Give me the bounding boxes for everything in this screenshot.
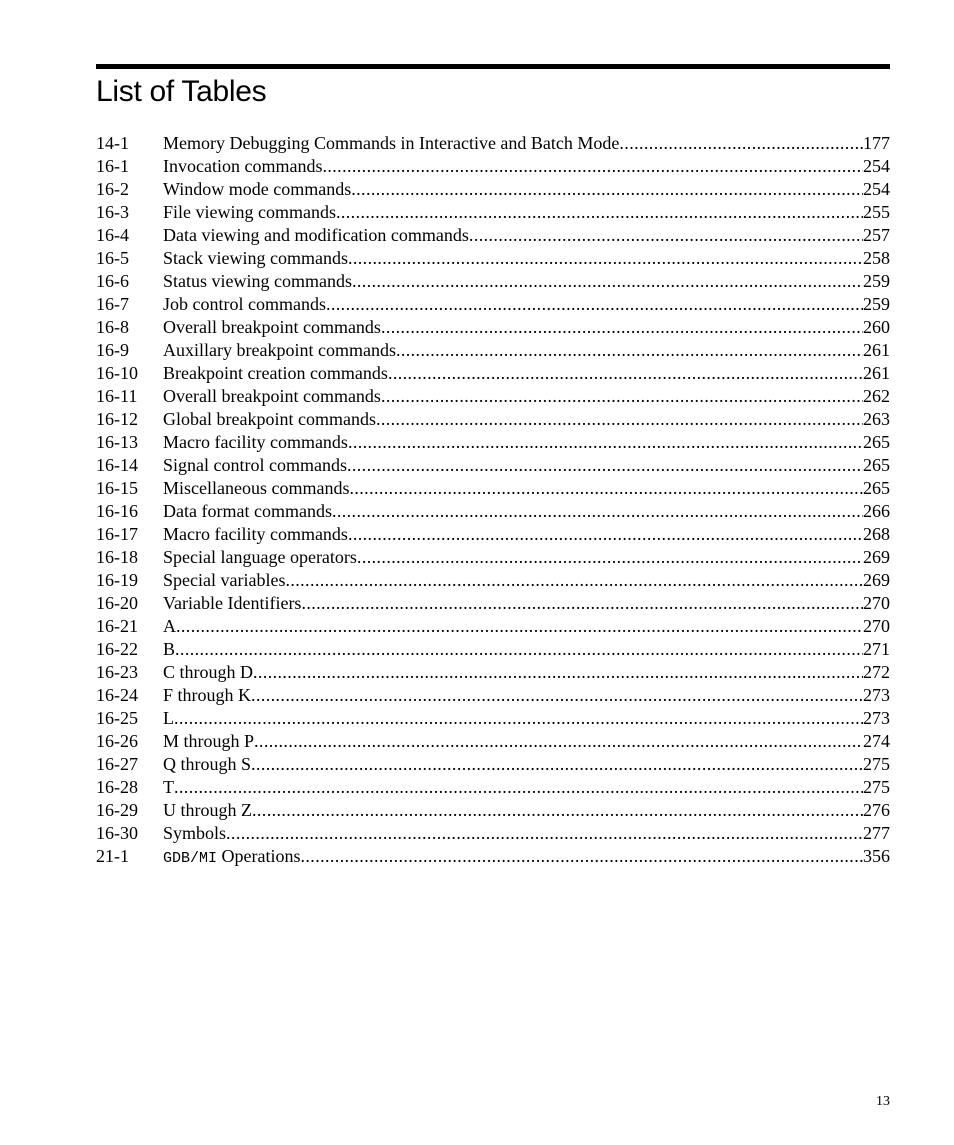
page-reference: 259 <box>863 271 890 291</box>
toc-entry[interactable] <box>96 362 890 385</box>
toc-entry[interactable] <box>96 799 890 822</box>
toc-entry[interactable] <box>96 615 890 638</box>
toc-entry[interactable] <box>96 684 890 707</box>
dot-leader <box>357 546 863 569</box>
page-reference: 257 <box>863 225 890 245</box>
page-reference: 270 <box>863 616 890 636</box>
table-title: U through Z <box>163 800 252 820</box>
table-number: 16-25 <box>96 708 138 728</box>
toc-entry[interactable] <box>96 293 890 316</box>
toc-entry[interactable] <box>96 201 890 224</box>
page-reference: 271 <box>863 639 890 659</box>
dot-leader <box>174 776 863 799</box>
page-reference: 262 <box>863 386 890 406</box>
page-reference: 177 <box>863 133 890 153</box>
page-reference: 258 <box>863 248 890 268</box>
dot-leader <box>352 270 863 293</box>
table-title: Signal control commands <box>163 455 347 475</box>
page-reference: 273 <box>863 685 890 705</box>
dot-leader <box>396 339 863 362</box>
table-number: 21-1 <box>96 846 129 866</box>
page-reference: 270 <box>863 593 890 613</box>
toc-entry[interactable] <box>96 592 890 615</box>
table-number: 16-9 <box>96 340 129 360</box>
toc-entry[interactable] <box>96 224 890 247</box>
dot-leader <box>326 293 863 316</box>
table-number: 16-5 <box>96 248 129 268</box>
table-number: 16-7 <box>96 294 129 314</box>
table-title: B <box>163 639 176 659</box>
dot-leader <box>348 247 863 270</box>
dot-leader <box>388 362 863 385</box>
table-title: Special language operators <box>163 547 357 567</box>
dot-leader <box>253 661 863 684</box>
table-title <box>163 845 301 870</box>
table-number: 16-15 <box>96 478 138 498</box>
page-reference: 277 <box>863 823 890 843</box>
table-title: A <box>163 616 176 636</box>
page-reference: 275 <box>863 754 890 774</box>
code-term: GDB/MI <box>163 850 218 867</box>
toc-entry[interactable] <box>96 247 890 270</box>
toc-entry[interactable] <box>96 339 890 362</box>
table-number: 16-27 <box>96 754 138 774</box>
dot-leader <box>381 316 863 339</box>
table-title: Macro facility commands <box>163 524 348 544</box>
page-reference: 269 <box>863 547 890 567</box>
dot-leader <box>226 822 863 845</box>
table-title: T <box>163 777 174 797</box>
toc-entry[interactable] <box>96 569 890 592</box>
page-reference: 269 <box>863 570 890 590</box>
toc-entry[interactable] <box>96 270 890 293</box>
page-reference: 275 <box>863 777 890 797</box>
toc-entry[interactable] <box>96 730 890 753</box>
page-title: List of Tables <box>96 75 267 108</box>
dot-leader <box>285 569 863 592</box>
table-number: 16-14 <box>96 455 138 475</box>
toc-entry[interactable] <box>96 385 890 408</box>
table-title: Memory Debugging Commands in Interactive and Batch Mode <box>163 133 620 153</box>
table-number: 16-28 <box>96 777 138 797</box>
table-number: 16-11 <box>96 386 138 406</box>
dot-leader <box>619 132 863 155</box>
table-number: 16-23 <box>96 662 138 682</box>
dot-leader <box>301 845 864 868</box>
toc-entry[interactable] <box>96 638 890 661</box>
toc-entry[interactable] <box>96 753 890 776</box>
table-title: Overall breakpoint commands <box>163 317 381 337</box>
table-number: 16-18 <box>96 547 138 567</box>
table-title: L <box>163 708 174 728</box>
table-number: 16-12 <box>96 409 138 429</box>
table-number: 16-10 <box>96 363 138 383</box>
table-number: 16-6 <box>96 271 129 291</box>
page-number: 13 <box>876 1094 890 1109</box>
table-number: 16-3 <box>96 202 129 222</box>
table-title: Status viewing commands <box>163 271 352 291</box>
table-number: 16-29 <box>96 800 138 820</box>
table-title: Stack viewing commands <box>163 248 348 268</box>
page-reference: 265 <box>863 478 890 498</box>
table-number: 14-1 <box>96 133 129 153</box>
table-title: Miscellaneous commands <box>163 478 350 498</box>
table-number: 16-2 <box>96 179 129 199</box>
dot-leader <box>175 638 863 661</box>
toc-entry[interactable] <box>96 316 890 339</box>
page-reference: 272 <box>863 662 890 682</box>
toc-entry[interactable] <box>96 776 890 799</box>
table-title: C through D <box>163 662 253 682</box>
toc-entry[interactable] <box>96 477 890 500</box>
table-title: Symbols <box>163 823 227 843</box>
table-title: Variable Identifiers <box>163 593 302 613</box>
table-number: 16-16 <box>96 501 138 521</box>
page-reference: 263 <box>863 409 890 429</box>
page-reference: 261 <box>863 363 890 383</box>
dot-leader <box>351 178 863 201</box>
toc-entry[interactable] <box>96 661 890 684</box>
toc-entry[interactable] <box>96 523 890 546</box>
table-number: 16-4 <box>96 225 129 245</box>
table-number: 16-21 <box>96 616 138 636</box>
dot-leader <box>376 408 863 431</box>
table-title: Macro facility commands <box>163 432 348 452</box>
dot-leader <box>349 477 863 500</box>
table-number: 16-17 <box>96 524 138 544</box>
table-title: M through P <box>163 731 255 751</box>
table-title: Overall breakpoint commands <box>163 386 381 406</box>
table-title: Breakpoint creation commands <box>163 363 388 383</box>
page-reference: 268 <box>863 524 890 544</box>
toc-entry[interactable] <box>96 707 890 730</box>
toc-entry[interactable] <box>96 546 890 569</box>
dot-leader <box>381 385 863 408</box>
dot-leader <box>176 615 863 638</box>
table-title: Auxillary breakpoint commands <box>163 340 396 360</box>
table-title: Window mode commands <box>163 179 352 199</box>
table-number: 16-30 <box>96 823 138 843</box>
table-title: Invocation commands <box>163 156 323 176</box>
dot-leader <box>322 155 863 178</box>
list-of-tables <box>96 132 890 868</box>
page-reference: 266 <box>863 501 890 521</box>
page-reference: 276 <box>863 800 890 820</box>
table-number: 16-1 <box>96 156 129 176</box>
dot-leader <box>348 523 863 546</box>
dot-leader <box>254 730 863 753</box>
toc-entry[interactable] <box>96 822 890 845</box>
table-title: Global breakpoint commands <box>163 409 376 429</box>
toc-entry[interactable] <box>96 132 890 155</box>
dot-leader <box>251 684 863 707</box>
table-number: 16-24 <box>96 685 138 705</box>
table-number: 16-26 <box>96 731 138 751</box>
page-reference: 356 <box>863 846 890 866</box>
page-reference: 259 <box>863 294 890 314</box>
dot-leader <box>348 431 863 454</box>
page-reference: 274 <box>863 731 890 751</box>
dot-leader <box>174 707 863 730</box>
page-reference: 254 <box>863 179 890 199</box>
dot-leader <box>469 224 863 247</box>
table-title: Data viewing and modification commands <box>163 225 469 245</box>
page-reference: 255 <box>863 202 890 222</box>
table-title: Job control commands <box>163 294 326 314</box>
page-reference: 260 <box>863 317 890 337</box>
toc-entry[interactable] <box>96 431 890 454</box>
dot-leader <box>251 753 863 776</box>
toc-entry[interactable] <box>96 454 890 477</box>
table-title: Q through S <box>163 754 252 774</box>
top-rule <box>96 64 890 69</box>
table-number: 16-20 <box>96 593 138 613</box>
dot-leader <box>347 454 863 477</box>
table-title-text: Operations <box>217 846 301 866</box>
page-reference: 265 <box>863 455 890 475</box>
table-number: 16-19 <box>96 570 138 590</box>
table-number: 16-13 <box>96 432 138 452</box>
table-title: Data format commands <box>163 501 332 521</box>
table-number: 16-22 <box>96 639 138 659</box>
page-reference: 261 <box>863 340 890 360</box>
page-reference: 265 <box>863 432 890 452</box>
dot-leader <box>336 201 863 224</box>
toc-entry[interactable] <box>96 155 890 178</box>
dot-leader <box>301 592 863 615</box>
table-title: File viewing commands <box>163 202 336 222</box>
dot-leader <box>252 799 863 822</box>
table-number: 16-8 <box>96 317 129 337</box>
page-reference: 254 <box>863 156 890 176</box>
toc-entry[interactable] <box>96 178 890 201</box>
toc-entry[interactable] <box>96 845 890 868</box>
page-reference: 273 <box>863 708 890 728</box>
table-title: F through K <box>163 685 252 705</box>
toc-entry[interactable] <box>96 500 890 523</box>
table-title: Special variables <box>163 570 286 590</box>
toc-entry[interactable] <box>96 408 890 431</box>
dot-leader <box>332 500 863 523</box>
